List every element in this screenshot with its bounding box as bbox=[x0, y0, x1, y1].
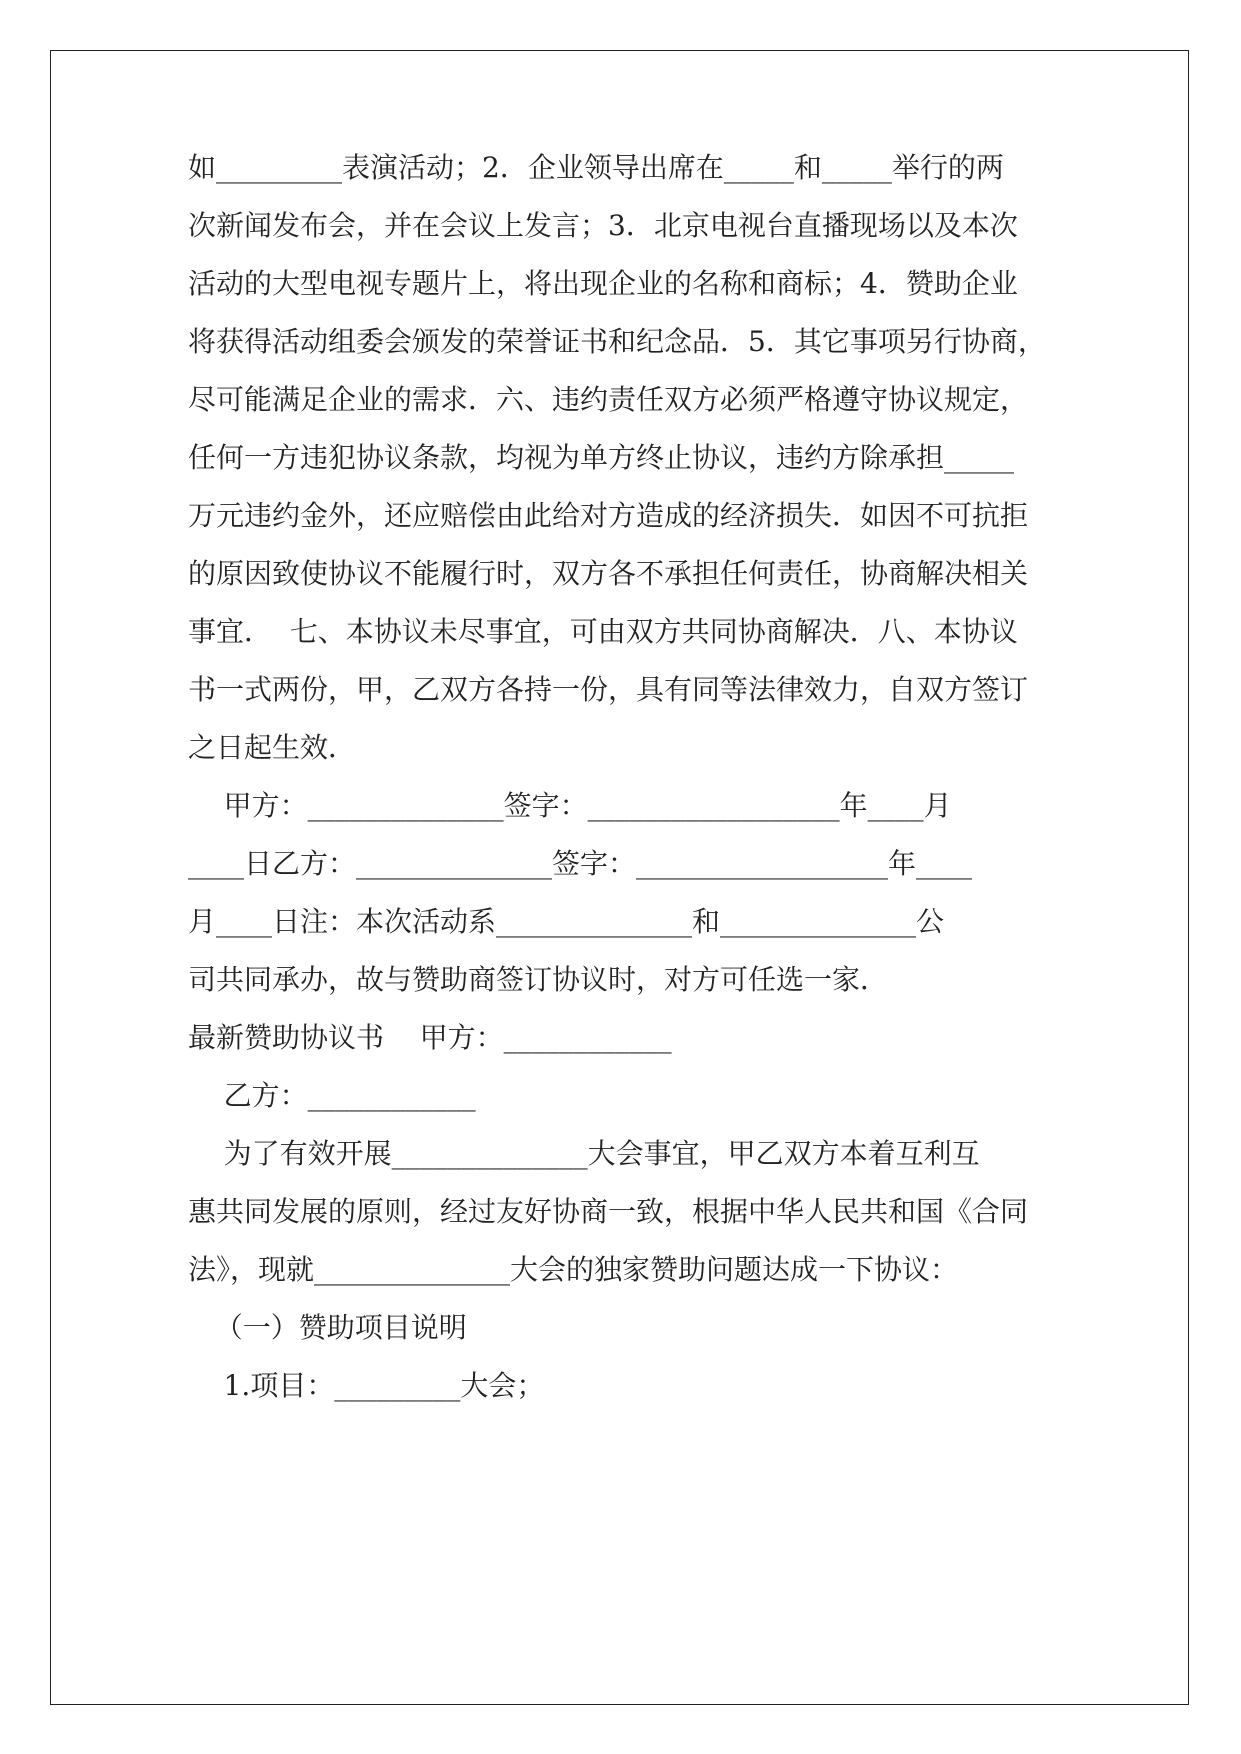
body-line: 之日起生效． bbox=[188, 731, 357, 764]
body-line: 的原因致使协议不能履行时，双方各不承担任何责任，协商解决相关 bbox=[188, 557, 1029, 590]
party-b-line: 乙方：____________ bbox=[188, 1079, 476, 1112]
body-line: 任何一方违犯协议条款，均视为单方终止协议，违约方除承担_____ bbox=[188, 441, 1015, 474]
body-line: 法》，现就______________大会的独家赞助问题达成一下协议： bbox=[188, 1253, 959, 1286]
body-line: 尽可能满足企业的需求．六、违约责任双方必须严格遵守协议规定， bbox=[188, 383, 1029, 416]
body-line: 如_________表演活动；2．企业领导出席在_____和_____举行的两 bbox=[188, 151, 1004, 184]
body-line: 万元违约金外，还应赔偿由此给对方造成的经济损失．如因不可抗拒 bbox=[188, 499, 1029, 532]
body-line: 司共同承办，故与赞助商签订协议时，对方可任选一家． bbox=[188, 963, 889, 996]
subheading-line: （一）赞助项目说明 bbox=[188, 1311, 467, 1344]
body-line: 次新闻发布会，并在会议上发言；3．北京电视台直播现场以及本次 bbox=[188, 209, 1018, 242]
body-line: 活动的大型电视专题片上，将出现企业的名称和商标；4．赞助企业 bbox=[188, 267, 1018, 300]
signature-line: ____日乙方：______________签字：__________________年____ bbox=[188, 847, 973, 880]
body-line: 为了有效开展______________大会事宜，甲乙双方本着互利互 bbox=[188, 1137, 980, 1170]
body-line: 事宜． 七、本协议未尽事宜，可由双方共同协商解决．八、本协议 bbox=[188, 615, 1018, 648]
item-line: 1.项目：_________大会； bbox=[188, 1369, 545, 1402]
signature-line: 甲方：______________签字：__________________年____月 bbox=[188, 789, 952, 822]
signature-line: 月____日注：本次活动系______________和______________公 bbox=[188, 905, 945, 938]
body-line: 书一式两份，甲，乙双方各持一份，具有同等法律效力，自双方签订 bbox=[188, 673, 1029, 706]
body-line: 惠共同发展的原则，经过友好协商一致，根据中华人民共和国《合同 bbox=[188, 1195, 1029, 1228]
body-line: 将获得活动组委会颁发的荣誉证书和纪念品．5．其它事项另行协商， bbox=[188, 325, 1046, 358]
section-title-line: 最新赞助协议书 甲方：____________ bbox=[188, 1021, 672, 1054]
